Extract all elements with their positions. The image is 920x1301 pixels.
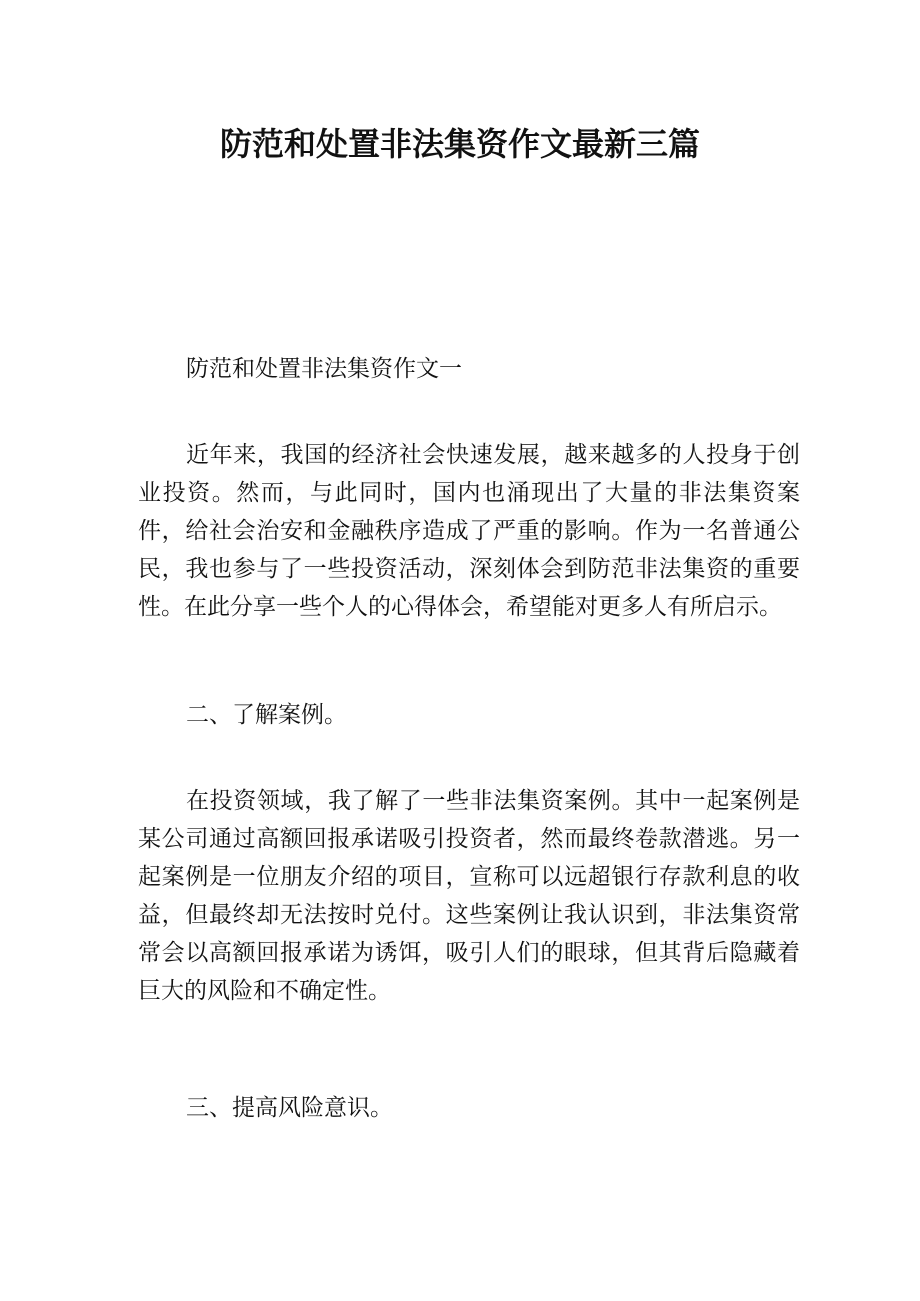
paragraph-1: 近年来，我国的经济社会快速发展，越来越多的人投身于创业投资。然而，与此同时，国内也涌现出了大量的非法集资案件，给社会治安和金融秩序造成了严重的影响。作为一名普通公民，我也参与了一些投资活动，深刻体会到防范非法集资的重要性。在此分享一些个人的心得体会，希望能对更多人有所启示。: [138, 442, 800, 620]
section-heading-3: 三、提高风险意识。: [186, 1095, 393, 1121]
document-title: 防范和处置非法集资作文最新三篇: [219, 125, 700, 163]
section-heading-1: 防范和处置非法集资作文一: [186, 356, 462, 382]
section-heading-2: 二、了解案例。: [186, 702, 347, 728]
paragraph-2: 在投资领域，我了解了一些非法集资案例。其中一起案例是某公司通过高额回报承诺吸引投资者，然而最终卷款潜逃。另一起案例是一位朋友介绍的项目，宣称可以远超银行存款利息的收益，但最终却无法按时兑付。这些案例让我认识到，非法集资常常会以高额回报承诺为诱饵，吸引人们的眼球，但其背后隐藏着巨大的风险和不确定性。: [138, 788, 800, 1004]
